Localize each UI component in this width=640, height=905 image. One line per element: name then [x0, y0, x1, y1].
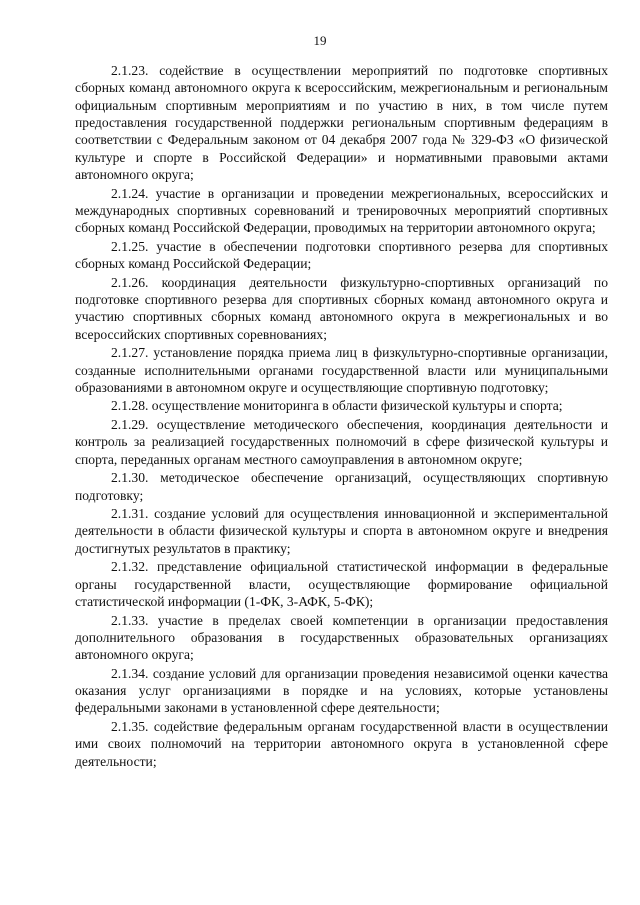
- document-body: [75, 62, 608, 771]
- paragraph-2-1-33: 2.1.33. участие в пределах своей компетенции в организации предоставления дополнительного образования в государственных образовательных организациях автономного округа;: [75, 612, 608, 663]
- page-number: 19: [313, 33, 327, 48]
- paragraph-2-1-27: 2.1.27. установление порядка приема лиц в физкультурно-спортивные организации, созданные исполнительными органами государственной власти или муниципальными образованиями в автономном округе и осуществляющие спортивную подготовку;: [75, 345, 608, 395]
- paragraph-2-1-29: 2.1.29. осуществление методического обеспечения, координация деятельности и контроль за реализацией государственных полномочий в сфере физической культуры и спорта, переданных органам местного самоуправления в автономном округе;: [75, 417, 608, 467]
- paragraph-2-1-31: 2.1.31. создание условий для осуществления инновационной и экспериментальной деятельности в области физической культуры и спорта в автономном округе и внедрения достигнутых результатов в практику;: [75, 506, 608, 556]
- paragraph-2-1-35: 2.1.35. содействие федеральным органам государственной власти в осуществлении ими своих полномочий на территории автономного округа в установленной сфере деятельности;: [75, 718, 608, 769]
- paragraph-2-1-30: 2.1.30. методическое обеспечение организаций, осуществляющих спортивную подготовку;: [75, 470, 608, 503]
- paragraph-2-1-26: 2.1.26. координация деятельности физкультурно-спортивных организаций по подготовке спортивного резерва для спортивных сборных команд автономного округа и участию спортивных сборных команд автономного округа в межрегиональных и во всероссийских спортивных соревнованиях;: [75, 274, 608, 342]
- paragraph-2-1-23: 2.1.23. содействие в осуществлении мероприятий по подготовке спортивных сборных команд автономного округа к всероссийским, межрегиональным и региональным официальным спортивным мероприятиям и по участию в них, в том числе путем предоставления государственной поддержки региональным спортивным федерациям в соответствии с Федеральным законом от 04 декабря 2007 года № 329-ФЗ «О физической культуре и спорте в Российской Федерации» и нормативными правовыми актами автономного округа;: [75, 63, 608, 183]
- paragraph-2-1-32: 2.1.32. представление официальной статистической информации в федеральные органы государственной власти, осуществляющие формирование официальной статистической информации (1-ФК, 3-АФК, 5-ФК);: [75, 559, 608, 609]
- paragraph-2-1-28: 2.1.28. осуществление мониторинга в области физической культуры и спорта;: [111, 398, 563, 414]
- paragraph-2-1-25: 2.1.25. участие в обеспечении подготовки спортивного резерва для спортивных сборных команд Российской Федерации;: [75, 238, 608, 272]
- paragraph-2-1-34: 2.1.34. создание условий для организации проведения независимой оценки качества оказания услуг организациями в порядке и на условиях, которые установлены федеральными законами в установленной сфере деятельности;: [75, 665, 608, 716]
- paragraph-2-1-24: 2.1.24. участие в организации и проведении межрегиональных, всероссийских и международных спортивных соревнований и тренировочных мероприятий спортивных сборных команд Российской Федерации, проводимых на территории автономного округа;: [75, 185, 608, 236]
